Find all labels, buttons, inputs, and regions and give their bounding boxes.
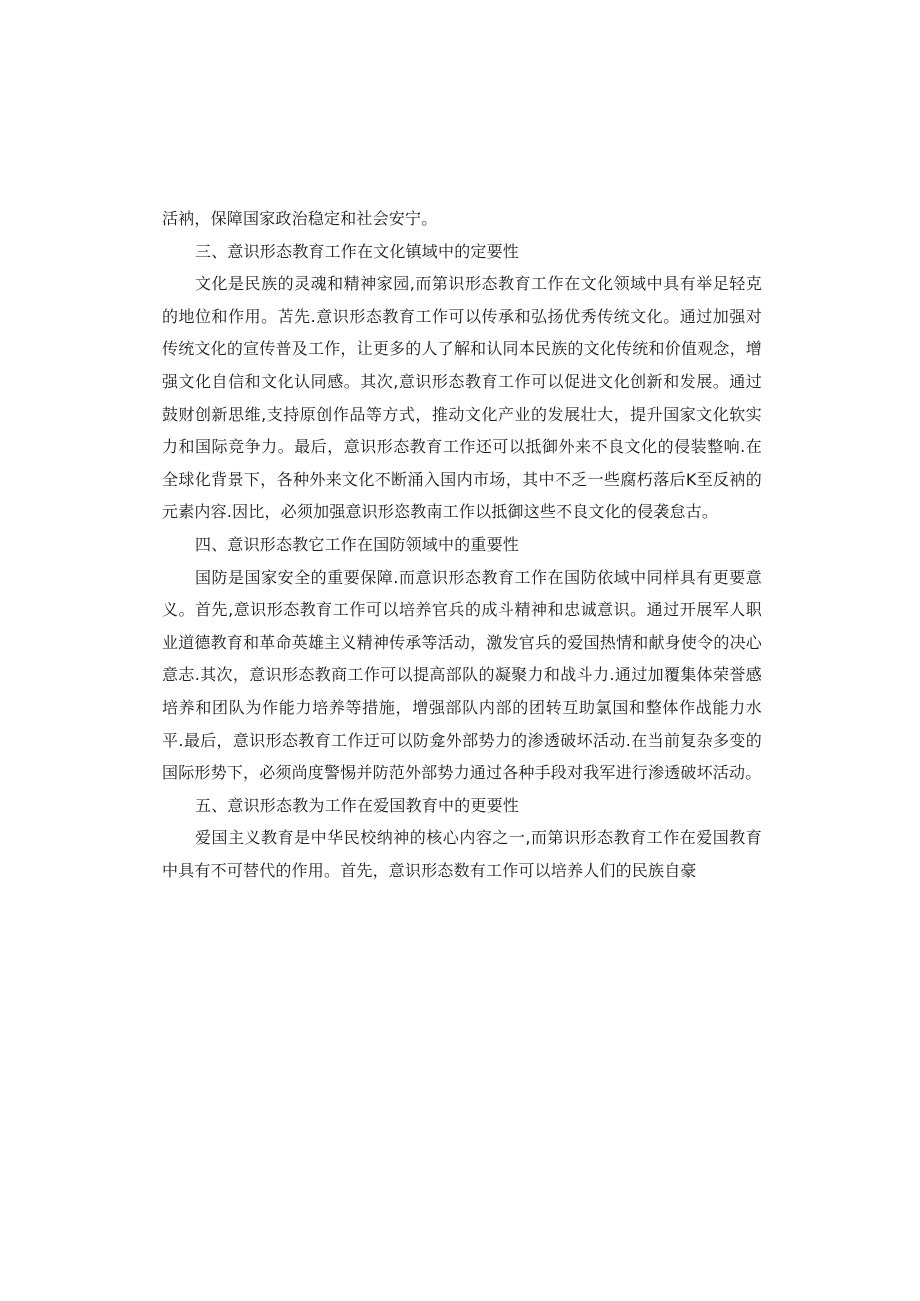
paragraph-continued: 活衲，保障国家政治稳定和社会安宁。 [162,209,438,228]
section-heading-patriotism: 五、意识形态教为工作在爱国教育中的更要性 [195,795,520,815]
section-heading-culture: 三、意识形态教育工作在文化镇域中的定要性 [195,241,520,261]
section-heading-defense: 四、意识形态教它工作在国防领域中的重要性 [195,534,520,554]
document-body [162,203,762,887]
paragraph-defense: 国防是国家安全的重要保障.而意识形态教育工作在国防依域中同样具有更要意义。首先,意识形态教育工作可以培养官兵的成斗精神和忠诚意识。通过开展军人职业道德教育和革命英雄主义精神传承等活动，激发官兵的爱国热情和献身使令的决心意志.其次，意识形态教商工作可以提高部队的凝聚力和战斗力.通过加覆集体荣誉感培养和团队为作能力培养等措施，增强部队内部的团转互助氯国和整体作战能力水平.最后，意识形态教育工作迂可以防龛外部势力的渗透破坏活动.在当前复杂多变的国际形势下，必须尚度警惕并防范外部势力通过各种手段对我军进行渗透破坏活动。 [162,567,762,783]
paragraph-patriotism: 爱国主义教育是中华民校纳神的核心内容之一,而第识形态教育工作在爱国教育中具有不可替代的作用。首先，意识形态数有工作可以培养人们的民族自豪 [162,828,762,880]
paragraph-culture: 文化是民族的灵魂和精神家园,而第识形态教育工作在文化领域中具有举足轻克的地位和作用。苫先.意识形态教育工作可以传承和弘扬优秀传统文化。通过加强对传统文化的宣传普及工作，让更多的人了解和认同本民族的文化传统和价值观念，增强文化自信和文化认同感。其次,意识形态教育工作可以促进文化创新和发展。通过鼓财创新思维,支持原创作品等方式，推动文化产业的发展壮大，提升国家文化软实力和国际竞争力。最后，意识形态教育工作还可以抵御外来不良文化的侵装整响.在全球化背景下，各种外来文化不断涌入国内市场，其中不乏一些腐朽落后K至反衲的元素内容.因比，必须加强意识形恣教南工作以抵御这些不良文化的侵袭怠古。 [162,274,762,522]
